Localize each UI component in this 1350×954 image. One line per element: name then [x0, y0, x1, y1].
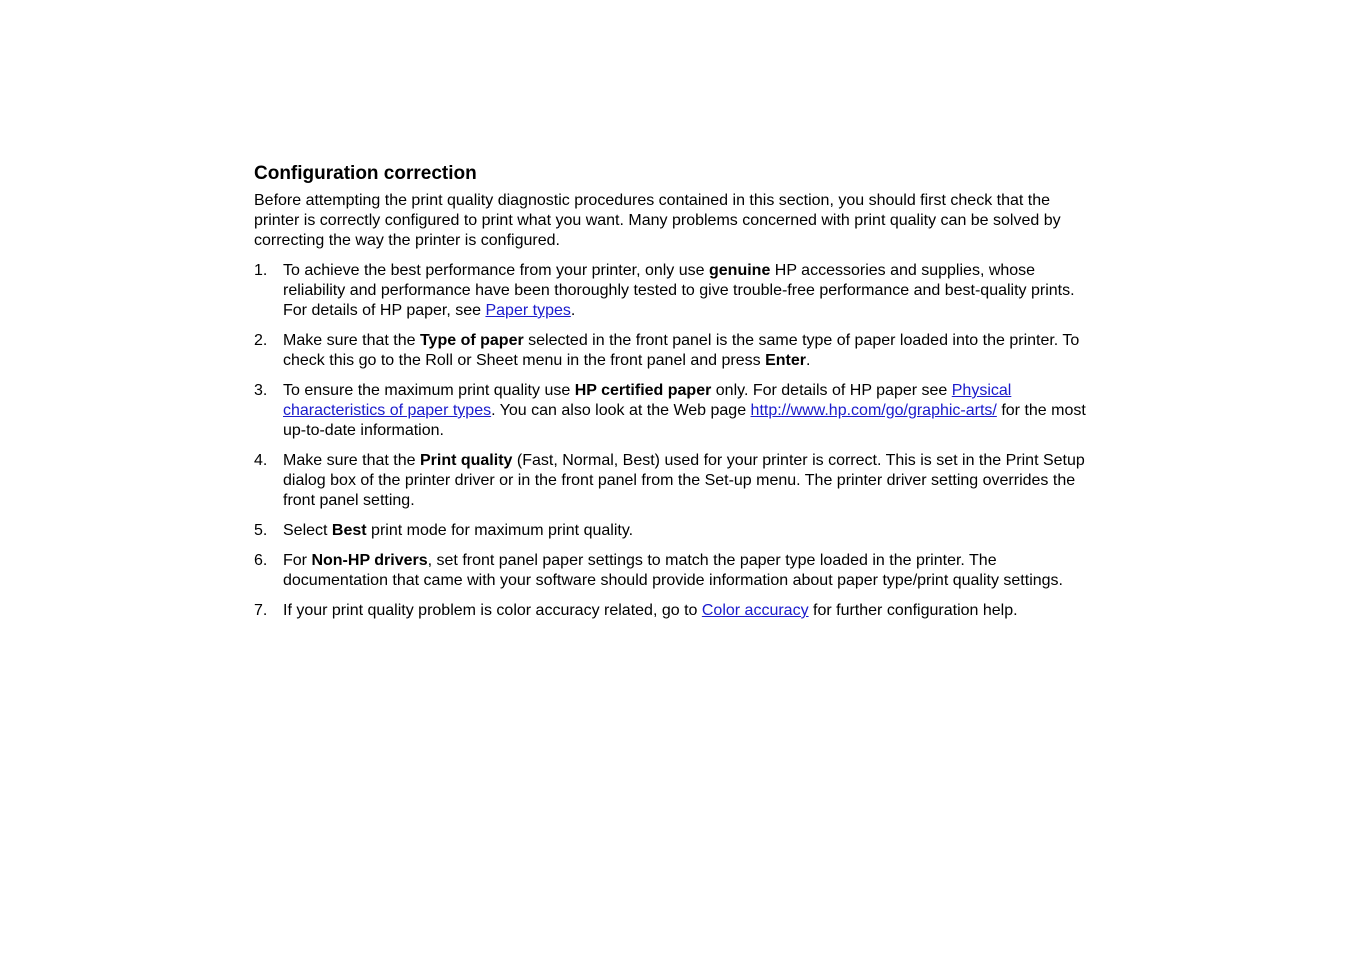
document-page — [254, 161, 1096, 631]
step-text: . — [570, 302, 576, 319]
link-color-accuracy[interactable]: Color accuracy — [701, 602, 809, 619]
list-item — [254, 601, 1096, 621]
step-text: If your print quality problem is color accuracy related, go to — [283, 602, 702, 619]
list-item — [254, 451, 1096, 511]
step-emphasis: Enter — [765, 352, 806, 369]
intro-paragraph: Before attempting the print quality diagnostic procedures contained in this section, you should first check that the printer is correctly configured to print what you want. Many problems concerned with print quality can be solved by correcting the way the printer is configured. — [254, 192, 1061, 249]
list-item-number: 2. — [254, 332, 268, 349]
list-item — [254, 331, 1096, 371]
steps-list — [254, 261, 1096, 621]
step-text: for the most up-to-date information. — [283, 402, 1086, 439]
step-text: (Fast, Normal, Best) used for your printer is correct. This is set in the Print Setup dialog box of the printer driver or in the front panel from the Set-up menu. The printer driver setting overrides the front panel setting. — [283, 452, 1085, 509]
step-text: Make sure that the — [283, 332, 420, 349]
list-item — [254, 381, 1096, 441]
step-text: only. For details of HP paper see — [711, 382, 952, 399]
step-emphasis: Non-HP drivers — [311, 552, 428, 569]
step-text: for further configuration help. — [808, 602, 1018, 619]
step-text: . — [805, 352, 811, 369]
list-item-number: 1. — [254, 262, 268, 279]
link-paper-types[interactable]: Paper types — [485, 302, 571, 319]
step-emphasis: HP certified paper — [574, 382, 712, 399]
list-item — [254, 551, 1096, 591]
step-emphasis: Type of paper — [419, 332, 524, 349]
list-item-number: 5. — [254, 522, 268, 539]
list-item — [254, 261, 1096, 321]
step-emphasis: Print quality — [419, 452, 513, 469]
link-graphic-arts-web-page[interactable]: http://www.hp.com/go/graphic-arts/ — [750, 402, 997, 419]
step-text: , set front panel paper settings to match the paper type loaded in the printer. The documentation that came with your software should provide information about paper type/print quality settings. — [283, 552, 1063, 589]
link-physical-characteristics[interactable]: Physical characteristics of paper types — [283, 382, 1012, 419]
step-text: selected in the front panel is the same type of paper loaded into the printer. To check this go to the Roll or Sheet menu in the front panel and press — [283, 332, 1080, 369]
list-item — [254, 521, 1096, 541]
section-heading: Configuration correction — [254, 163, 477, 184]
step-emphasis: Best — [331, 522, 367, 539]
step-text: To ensure the maximum print quality use — [283, 382, 575, 399]
list-item-number: 6. — [254, 552, 268, 569]
step-text: HP accessories and supplies, whose reliability and performance have been thoroughly tested to give trouble-free performance and best-quality prints. For details of HP paper, see — [283, 262, 1075, 319]
list-item-number: 7. — [254, 602, 268, 619]
step-emphasis: genuine — [709, 262, 771, 279]
step-text: print mode for maximum print quality. — [366, 522, 634, 539]
step-text: To achieve the best performance from your printer, only use — [283, 262, 709, 279]
list-item-number: 3. — [254, 382, 268, 399]
step-text: For — [283, 552, 312, 569]
step-text: . You can also look at the Web page — [491, 402, 751, 419]
step-text: Select — [283, 522, 332, 539]
step-text: Make sure that the — [283, 452, 420, 469]
list-item-number: 4. — [254, 452, 268, 469]
